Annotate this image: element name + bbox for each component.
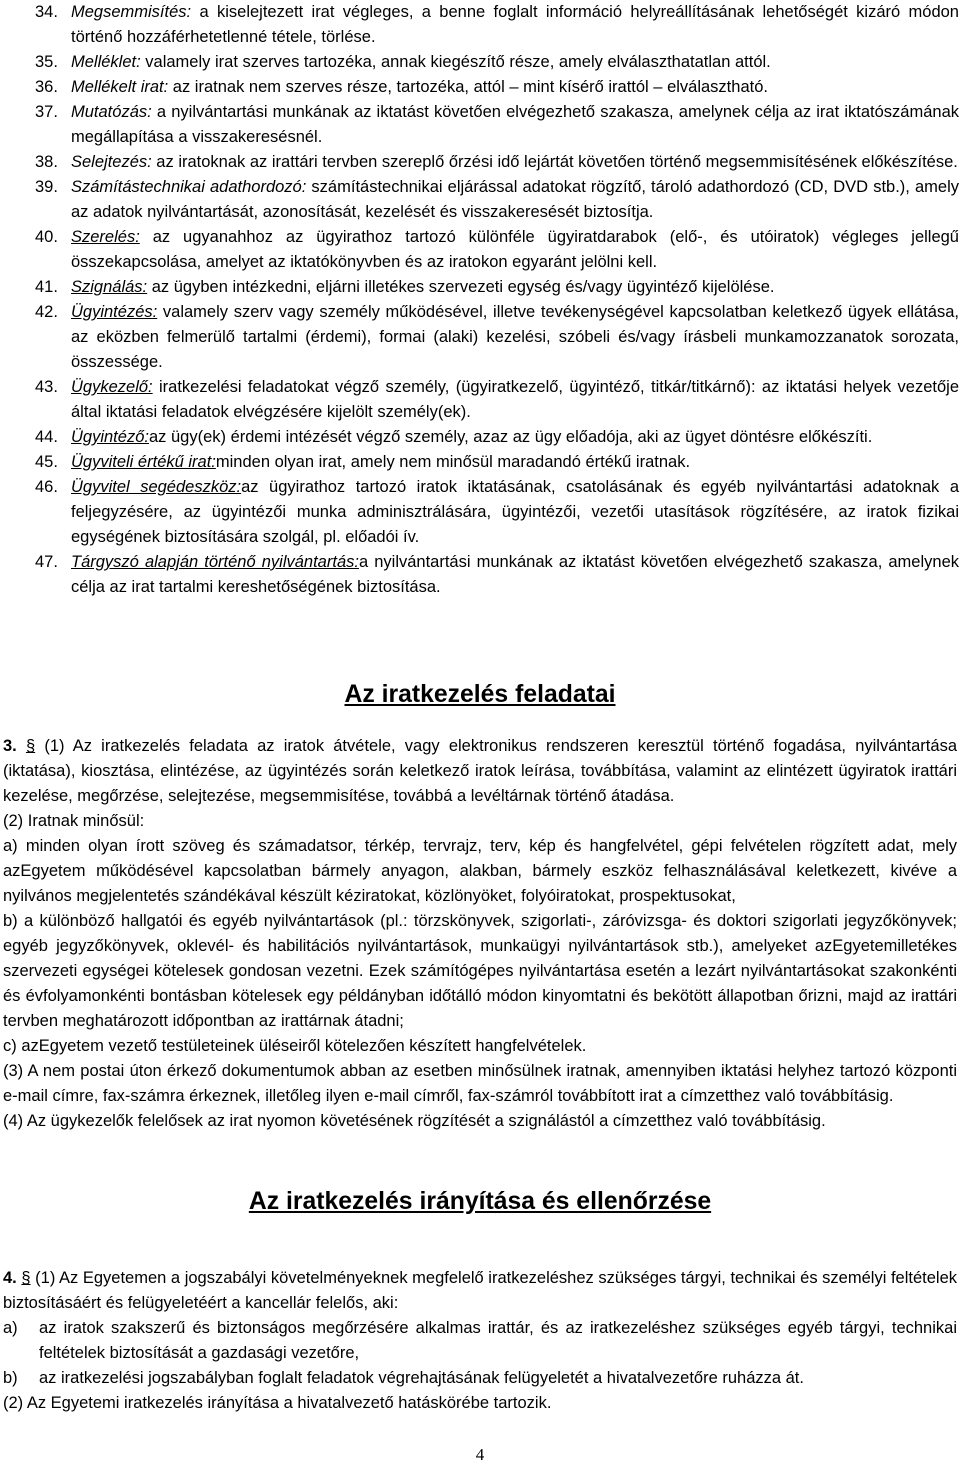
definition-term: Melléklet: bbox=[71, 53, 141, 71]
definition-body bbox=[71, 150, 959, 175]
definition-number: 35. bbox=[35, 53, 58, 71]
definition-item bbox=[35, 425, 959, 450]
definition-text: az iratoknak az irattári tervben szereplő őrzési idő lejártát követően történő megsemmisítésének előkészítése. bbox=[151, 153, 958, 171]
definition-term: Ügyintéző: bbox=[71, 428, 149, 446]
definition-term: Ügykezelő: bbox=[71, 378, 153, 396]
definition-body bbox=[71, 0, 959, 50]
definition-item bbox=[35, 300, 959, 375]
section-4-paragraph-2: (2) Az Egyetemi iratkezelés irányítása a hivatalvezető hatáskörébe tartozik. bbox=[3, 1394, 552, 1412]
definition-number: 42. bbox=[35, 303, 58, 321]
definition-item bbox=[35, 50, 959, 75]
definition-body bbox=[71, 225, 959, 275]
section-3-heading bbox=[0, 682, 960, 707]
list-item-text: az iratkezelési jogszabályban foglalt feladatok végrehajtásának felügyeletét a hivatalvezetőre ruházza át. bbox=[39, 1369, 804, 1387]
list-item bbox=[3, 1316, 957, 1366]
definition-text: a nyilvántartási munkának az iktatást követően elvégezhető szakasza, amelynek célja az irat iktatószámának megállapítása a visszakeresésnél. bbox=[71, 103, 959, 146]
definition-term: Ügyvitel segédeszköz: bbox=[71, 478, 242, 496]
definition-text: minden olyan irat, amely nem minősül maradandó értékű iratnak. bbox=[215, 453, 691, 471]
definition-term: Szerelés: bbox=[71, 228, 140, 246]
definition-body bbox=[71, 75, 959, 100]
list-item-text: az iratok szakszerű és biztonságos megőrzésére alkalmas irattár, és az iratkezeléshez szükséges egyéb tárgyi, technikai feltételek biztosítását a gazdasági vezetőre, bbox=[39, 1319, 957, 1362]
section-4-heading-text: Az iratkezelés irányítása és ellenőrzése bbox=[248, 1188, 712, 1215]
definition-text: az ugyanahhoz az ügyirathoz tartozó különféle ügyiratdarabok (elő-, és utóiratok) végleges jellegű összekapcsolása, amelyet az iktatókönyvben és az iratokon egyaránt jelölni kell. bbox=[71, 228, 959, 271]
section-4-paragraph-1-text: (1) Az Egyetemen a jogszabályi követelményeknek megfelelő iratkezeléshez szükséges tárgyi, technikai és személyi feltételek biztosításáért és felügyeletéért a kancellár felelős, aki: bbox=[3, 1269, 957, 1312]
definition-number: 38. bbox=[35, 153, 58, 171]
definition-body bbox=[71, 475, 959, 550]
definition-text: iratkezelési feladatokat végző személy, (ügyiratkezelő, ügyintéző, titkár/titkárnő): az iktatási helyek vezetője által iktatási feladatok elvégzésére kijelölt személy(ek). bbox=[71, 378, 959, 421]
section-3-paragraph-3: a) minden olyan írott szöveg és számadatsor, térkép, tervrajz, terv, kép és hangfelvétel, gépi felvételen rögzített adat, mely azEgyetem működésével kapcsolatban bármely anyagon, alakban, bármely eszköz felhasználásával keletkezett, kivéve a nyilvános megjelentetés szándékával készült kéziratokat, közlönyöket, folyóiratokat, prospektusokat, bbox=[3, 837, 957, 905]
definition-text: valamely irat szerves tartozéka, annak kiegészítő része, amely elválaszthatatlan attól. bbox=[140, 53, 771, 71]
section-3-paragraph-2: (2) Iratnak minősül: bbox=[3, 812, 145, 830]
definition-term: Ügyintézés: bbox=[71, 303, 158, 321]
definition-body bbox=[71, 450, 959, 475]
definition-text: valamely szerv vagy személy működésével, illetve tevékenységével kapcsolatban keletkező ügyek ellátása, az eközben felmerülő tartalmi (érdemi), formai (alaki) kezelési, szóbeli és/vagy írásbeli munkamozzanatok sorozata, összessége. bbox=[71, 303, 959, 371]
section-sign-icon: § bbox=[25, 737, 36, 755]
definition-text: az ügyirathoz tartozó iratok iktatásának, csatolásának és egyéb nyilvántartási adatoknak a feljegyzésére, az ügyintézői munka adminisztrálására, ügyintézői, vezetői utasítások rögzítésére, az iratok fizikai egységének biztosítására szolgál, pl. előadói ív. bbox=[71, 478, 959, 546]
section-3-paragraph-1-text: (1) Az iratkezelés feladata az iratok átvétele, vagy elektronikus rendszeren keresztül történő fogadása, nyilvántartása (iktatása), kiosztása, elintézése, az ügyintézés során keletkező iratok leírása, továbbítása, valamint az elintézett ügyiratok irattári kezelése, megőrzése, selejtezése, megsemmisítése, továbbá a levéltárnak történő átadása. bbox=[3, 737, 957, 805]
definition-number: 46. bbox=[35, 478, 58, 496]
list-item-label: a) bbox=[3, 1319, 18, 1337]
definition-term: Tárgyszó alapján történő nyilvántartás: bbox=[71, 553, 359, 571]
definition-item bbox=[35, 225, 959, 275]
definition-term: Selejtezés: bbox=[71, 153, 152, 171]
definition-text: az ügyben intézkedni, eljárni illetékes szervezeti egység és/vagy ügyintéző kijelölése. bbox=[147, 278, 775, 296]
definition-number: 41. bbox=[35, 278, 58, 296]
definition-item bbox=[35, 475, 959, 550]
definition-item bbox=[35, 175, 959, 225]
definition-number: 39. bbox=[35, 178, 58, 196]
definition-item bbox=[35, 75, 959, 100]
section-3-paragraph-6: (3) A nem postai úton érkező dokumentumok abban az esetben minősülnek iratnak, amennyiben iktatási helyhez tartozó központi e-mail címre, fax-számra érkeznek, illetőleg ilyen e-mail címről, fax-számról továbbított irat a címzetthez való továbbításig. bbox=[3, 1062, 957, 1105]
section-3-heading-text: Az iratkezelés feladatai bbox=[344, 681, 616, 708]
definition-body bbox=[71, 100, 959, 150]
definition-number: 37. bbox=[35, 103, 58, 121]
definition-text: az ügy(ek) érdemi intézését végző személy, azaz az ügy előadója, aki az ügyet döntésre előkészíti. bbox=[148, 428, 873, 446]
definition-body bbox=[71, 300, 959, 375]
definition-number: 40. bbox=[35, 228, 58, 246]
list-item bbox=[3, 1366, 957, 1391]
section-4 bbox=[3, 1266, 957, 1416]
definition-body bbox=[71, 425, 959, 450]
definition-item bbox=[35, 550, 959, 600]
definition-number: 34. bbox=[35, 3, 58, 21]
definition-number: 44. bbox=[35, 428, 58, 446]
definition-item bbox=[35, 450, 959, 475]
definition-text: a kiselejtezett irat végleges, a benne foglalt információ helyreállításának lehetőségét kizáró módon történő hozzáférhetetlenné tétele, törlése. bbox=[71, 3, 959, 46]
definition-body bbox=[71, 50, 959, 75]
definition-term: Mellékelt irat: bbox=[71, 78, 169, 96]
definition-body bbox=[71, 175, 959, 225]
section-sign-icon: § bbox=[21, 1269, 31, 1287]
definition-body bbox=[71, 375, 959, 425]
definition-item bbox=[35, 275, 959, 300]
definition-body bbox=[71, 550, 959, 600]
definition-term: Mutatózás: bbox=[71, 103, 152, 121]
definition-item bbox=[35, 150, 959, 175]
definition-item bbox=[35, 375, 959, 425]
section-4-paragraph-1 bbox=[3, 1266, 957, 1316]
definitions-list bbox=[35, 0, 959, 600]
definition-item bbox=[35, 0, 959, 50]
definition-number: 36. bbox=[35, 78, 58, 96]
definition-number: 43. bbox=[35, 378, 58, 396]
definition-number: 45. bbox=[35, 453, 58, 471]
definition-text: a nyilvántartási munkának az iktatást követően elvégezhető szakasza, amelynek célja az irat tartalmi kereshetőségének biztosítása. bbox=[71, 553, 959, 596]
list-item-label: b) bbox=[3, 1369, 18, 1387]
definition-text: számítástechnikai eljárással adatokat rögzítő, tároló adathordozó (CD, DVD stb.), amely az adatok nyilvántartását, azonosítását, kezelését és visszakeresését biztosítja. bbox=[71, 178, 959, 221]
section-3-paragraph-7: (4) Az ügykezelők felelősek az irat nyomon követésének rögzítését a szignálástól a címzetthez való továbbításig. bbox=[3, 1112, 826, 1130]
definition-term: Szignálás: bbox=[71, 278, 148, 296]
definition-text: az iratnak nem szerves része, tartozéka, attól – mint kísérő irattól – elválasztható. bbox=[168, 78, 768, 96]
section-3-paragraph-5: c) azEgyetem vezető testületeinek üléseiről kötelezően készített hangfelvételek. bbox=[3, 1037, 587, 1055]
definition-item bbox=[35, 100, 959, 150]
definition-term: Megsemmisítés: bbox=[71, 3, 192, 21]
section-3-paragraph-1 bbox=[3, 734, 957, 809]
section-3 bbox=[3, 734, 957, 1134]
definition-term: Számítástechnikai adathordozó: bbox=[71, 178, 307, 196]
section-4-heading bbox=[0, 1189, 960, 1214]
section-4-number: 4. bbox=[3, 1269, 17, 1287]
definition-body bbox=[71, 275, 959, 300]
section-3-number: 3. bbox=[3, 737, 17, 755]
definition-number: 47. bbox=[35, 553, 58, 571]
section-3-paragraph-4: b) a különböző hallgatói és egyéb nyilvántartások (pl.: törzskönyvek, szigorlati-, záróvizsga- és doktori szigorlati jegyzőkönyvek; egyéb jegyzőkönyvek, oklevél- és habilitációs nyilvántartások, munkaügyi nyilvántartások stb.), amelyeket azEgyetemilletékes szervezeti egységei kötelesek gondosan vezetni. Ezek számítógépes nyilvántartása esetén a lezárt nyilvántartásokat szakonkénti és évfolyamonkénti bontásban kötelesek egy példányban időtálló módon kinyomtatni és bekötött állapotban őrizni, majd az irattári tervben meghatározott időpontban az irattárnak átadni; bbox=[3, 912, 957, 1030]
page-number: 4 bbox=[475, 1445, 485, 1464]
definition-term: Ügyviteli értékű irat: bbox=[71, 453, 216, 471]
